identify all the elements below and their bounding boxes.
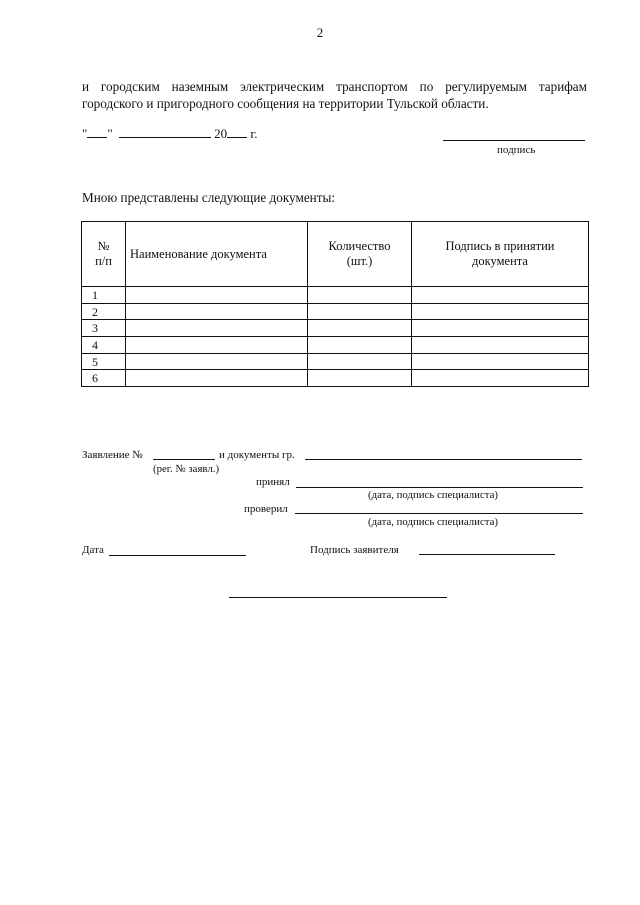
docs-label: и документы гр. [219,449,295,461]
row-number: 3 [82,320,126,337]
checked-hint: (дата, подпись специалиста) [368,516,498,528]
applicant-sign-line[interactable] [419,554,555,555]
table-row [82,370,589,387]
document-name-cell[interactable] [126,303,308,320]
quantity-cell[interactable] [308,370,412,387]
signature-cell[interactable] [412,320,589,337]
year-prefix: 20 [214,126,228,141]
date-label: Дата [82,544,104,556]
day-blank [87,125,107,138]
signature-cell[interactable] [412,370,589,387]
table-row [82,337,589,354]
table-header-row [82,222,589,287]
year-blank [227,125,247,138]
signature-cell[interactable] [412,303,589,320]
row-number: 5 [82,353,126,370]
closing-divider [229,597,447,598]
document-name-cell[interactable] [126,287,308,304]
year-suffix: г. [250,126,258,141]
document-name-cell[interactable] [126,337,308,354]
table-row [82,303,589,320]
signature-cell[interactable] [412,337,589,354]
date-line[interactable] [109,555,246,556]
application-number-line[interactable] [153,459,215,460]
accepted-label: принял [256,476,290,488]
header-number-line1: № [97,239,110,253]
header-signature-line1: Подпись в принятии [445,239,555,253]
row-number: 2 [82,303,126,320]
document-name-cell[interactable] [126,320,308,337]
table-row [82,287,589,304]
documents-table [81,221,589,387]
document-name-cell[interactable] [126,353,308,370]
paragraph-line-1: и городским наземным электрическим транспортом по регулируемым тарифам [82,79,587,94]
row-number: 6 [82,370,126,387]
header-quantity-line2: (шт.) [346,254,373,268]
date-row [82,125,258,142]
document-name-cell[interactable] [126,370,308,387]
header-document-name: Наименование документа [126,222,308,287]
header-signature-line2: документа [472,254,528,268]
row-number: 4 [82,337,126,354]
signature-cell[interactable] [412,353,589,370]
quantity-cell[interactable] [308,353,412,370]
reg-hint: (рег. № заявл.) [153,463,220,475]
table-row [82,320,589,337]
application-label: Заявление № [82,449,143,461]
header-quantity-line1: Количество [328,239,391,253]
month-blank [119,125,211,138]
accepted-line[interactable] [296,487,583,488]
quote-close: " [107,126,113,141]
quantity-cell[interactable] [308,337,412,354]
header-number [82,222,126,287]
checked-line[interactable] [295,513,583,514]
signature-line [443,140,585,141]
header-number-line2: п/п [95,254,112,268]
quantity-cell[interactable] [308,287,412,304]
page-number: 2 [316,25,324,40]
checked-label: проверил [244,503,288,515]
quote-open: " [82,126,88,141]
quantity-cell[interactable] [308,320,412,337]
row-number: 1 [82,287,126,304]
header-signature [412,222,589,287]
citizen-name-line[interactable] [305,459,582,460]
paragraph-line-2: городского и пригородного сообщения на территории Тульской области. [82,96,489,111]
quantity-cell[interactable] [308,303,412,320]
accepted-hint: (дата, подпись специалиста) [368,489,498,501]
table-row [82,353,589,370]
signature-cell[interactable] [412,287,589,304]
header-quantity [308,222,412,287]
signature-caption: подпись [497,144,536,156]
applicant-sign-label: Подпись заявителя [310,544,399,556]
documents-intro: Мною представлены следующие документы: [82,190,336,205]
